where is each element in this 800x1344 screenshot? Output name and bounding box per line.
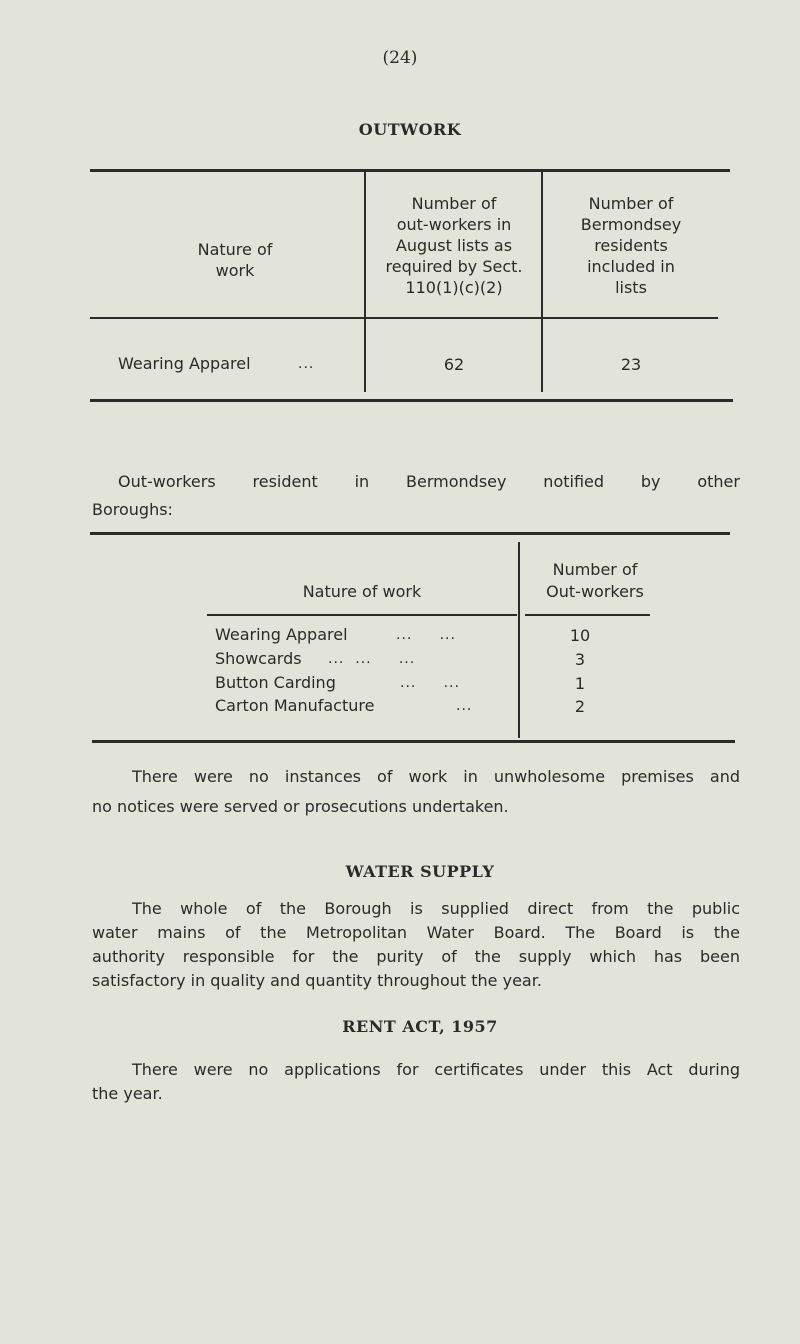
unwholesome-paragraph: There were no instances of work in unwholesome premises and no notices were served or prosecutions undertaken. <box>92 767 740 816</box>
outwork-row-dots: ... <box>298 356 315 372</box>
outwork-table-bottom-rule <box>90 399 733 402</box>
page-number: (24) <box>382 48 418 68</box>
outwork-row-nature: Wearing Apparel <box>118 354 251 373</box>
water-supply-heading: WATER SUPPLY <box>345 862 495 881</box>
notified-header-rule-right <box>525 614 650 616</box>
notified-header-count: Number of Out-workers <box>546 560 644 601</box>
notified-intro-line-1: Out-workers resident in Bermondsey notified by other <box>118 472 740 491</box>
outwork-header-august: Number of out-workers in August lists as required by Sect. 110(1)(c)(2) <box>385 194 523 297</box>
outwork-row-august: 62 <box>443 355 465 374</box>
notified-table-top-rule <box>90 532 730 535</box>
rent-act-paragraph: There were no applications for certificates under this Act during the year. <box>92 1060 740 1103</box>
notified-header-nature: Nature of work <box>302 582 422 601</box>
notified-table-bottom-rule <box>92 740 735 743</box>
outwork-row-residents: 23 <box>620 355 642 374</box>
outwork-header-rule <box>90 317 718 319</box>
notified-intro-line-2: Boroughs: <box>92 500 173 519</box>
outwork-header-nature: Nature of work <box>197 240 273 280</box>
document-page: (24) OUTWORK Nature of work Number of out-workers in August lists as required by Sect. 110(1)(c)(2) Number of Bermondsey residents included in lists Wearing Apparel ... 62 23 Out-workers resident in Bermondsey notified by other Boroughs: Nature of work Number of Out-workers Wearing Apparel ... ... 10 Showcards ... ... ... 3 Button Carding ... ... 1 Carton Manufacture ... 2 There were no instances of work in unwholesome premises and no notices were served or prosecutions undertaken. WATER SUPPLY The whole of the Borough is supplied direct from the public water mains of the Metropolitan Water Board. The Board is the authority responsible for the purity of the supply which has been satisfactory in quality and quantity throughout the year. RENT ACT, 1957 There were no applications for certificates under this Act during the year. <box>0 0 800 1344</box>
outwork-header-residents: Number of Bermondsey residents included in lists <box>580 194 682 297</box>
outwork-table-top-rule <box>90 169 730 172</box>
water-supply-paragraph: The whole of the Borough is supplied direct from the public water mains of the Metropolitan Water Board. The Board is the authority responsible for the purity of the supply which has been satisfactory in quality and quantity throughout the year. <box>92 899 740 990</box>
notified-header-rule-left <box>207 614 517 616</box>
notified-intro <box>92 468 740 524</box>
outwork-heading: OUTWORK <box>358 120 462 139</box>
rent-act-heading: RENT ACT, 1957 <box>342 1017 498 1036</box>
